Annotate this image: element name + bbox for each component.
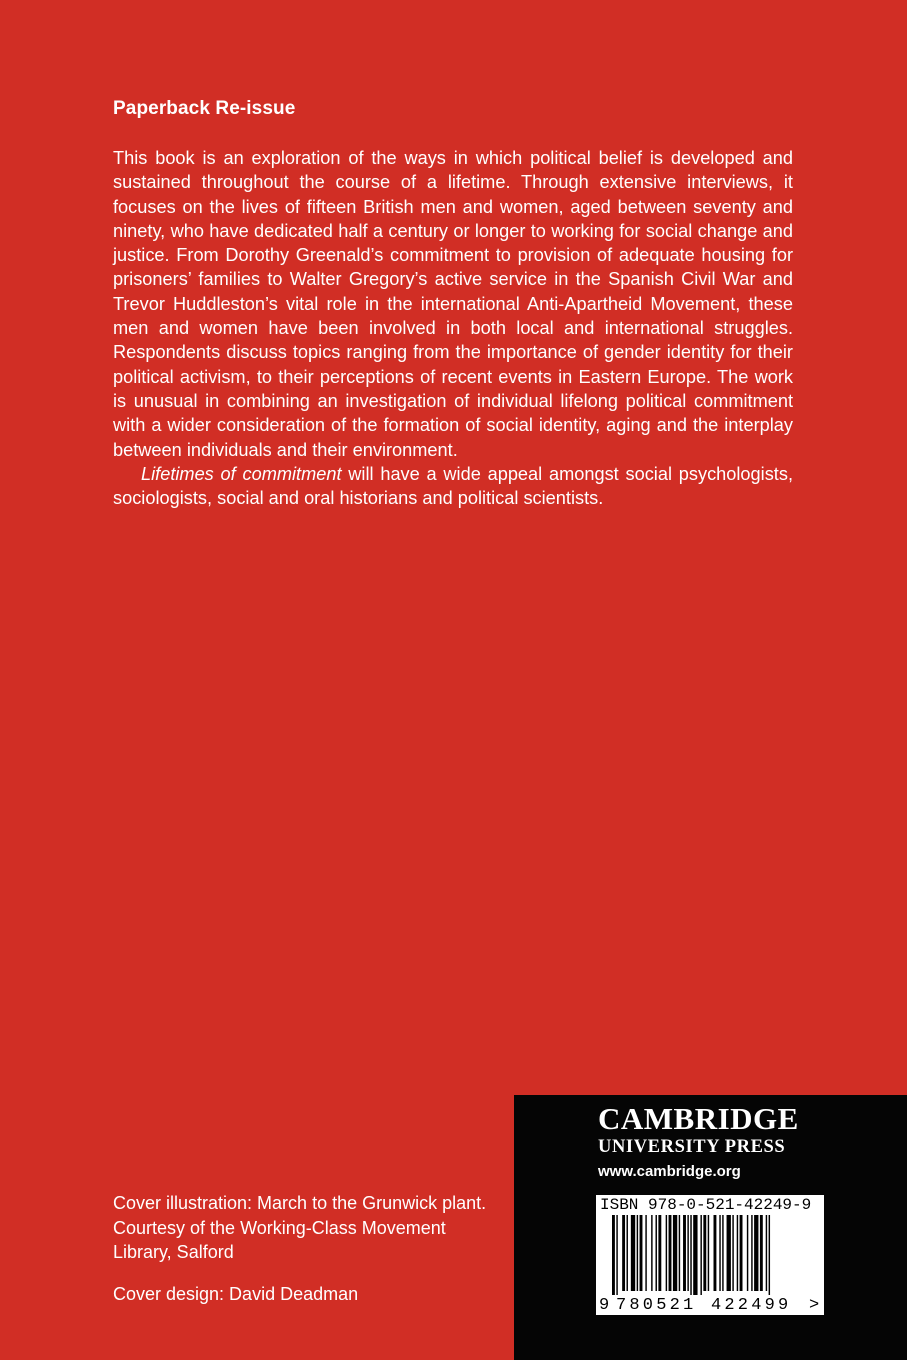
cover-credits [113, 1191, 503, 1306]
design-credit: Cover design: David Deadman [113, 1283, 359, 1304]
appeal-paragraph [113, 462, 793, 511]
publisher-block [514, 1095, 907, 1360]
barcode-bar [679, 1215, 680, 1291]
illustration-credit: Cover illustration: March to the Grunwick plant. Courtesy of the Working-Class Movement Library, Salford [113, 1193, 487, 1262]
barcode-bar [732, 1215, 733, 1291]
barcode-bar [700, 1215, 701, 1295]
barcode-bar [622, 1215, 625, 1291]
appeal-text: will have a wide appeal amongst social psychologists, sociologists, social and oral historians and political scientists. [113, 463, 793, 509]
book-description [113, 146, 793, 510]
barcode-bar [769, 1215, 770, 1295]
barcode-bar [727, 1215, 731, 1291]
barcode-bar [669, 1215, 672, 1291]
barcode-bar [616, 1215, 617, 1295]
book-title-italic: Lifetimes of commitment [141, 463, 342, 484]
barcode-bar [687, 1215, 688, 1291]
publisher-subtitle: UNIVERSITY PRESS [598, 1137, 786, 1157]
barcode-bar [722, 1215, 723, 1291]
barcode-bar [645, 1215, 646, 1291]
publisher-url: www.cambridge.org [598, 1163, 741, 1180]
barcode-digits-right: 422499 [711, 1296, 792, 1315]
barcode-quiet-mark: > [809, 1296, 820, 1315]
barcode-bar [754, 1215, 758, 1291]
barcode-bar [747, 1215, 748, 1291]
barcode-graphic [596, 1195, 824, 1315]
barcode-bar [666, 1215, 667, 1291]
barcode-bar [683, 1215, 686, 1291]
barcode-bar [631, 1215, 635, 1291]
barcode-bar [693, 1215, 697, 1295]
barcode-bar [656, 1215, 657, 1291]
publisher-name: CAMBRIDGE [598, 1101, 799, 1136]
barcode-bar [719, 1215, 720, 1291]
barcode-bar [690, 1215, 691, 1295]
barcode-bar [612, 1215, 615, 1295]
barcode-digit-lead: 9 [599, 1296, 610, 1315]
barcode-bars [612, 1215, 770, 1295]
barcode-bar [703, 1215, 706, 1291]
barcode-bar [740, 1215, 743, 1291]
barcode-bar [708, 1215, 709, 1291]
barcode-bar [640, 1215, 643, 1291]
description-paragraph: This book is an exploration of the ways in which political belief is developed and sustained throughout the course of a lifetime. Through extensive interviews, it focuses on the lives of fifteen British men and women, aged between seventy and ninety, who have dedicated half a century or longer to working for social change and justice. From Dorothy Greenald’s commitment to provision of adequate housing for prisoners’ families to Walter Gregory’s active service in the Spanish Civil War and Trevor Huddleston’s vital role in the international Anti-Apartheid Movement, these men and women have been involved in both local and international struggles. Respondents discuss topics ranging from the importance of gender identity for their political activism, to their perceptions of recent events in Eastern Europe. The work is unusual in combining an investigation of individual lifelong political commitment with a wider consideration of the formation of social identity, aging and the interplay between individuals and their environment. [113, 148, 793, 460]
barcode-bar [760, 1215, 763, 1291]
barcode-bar [714, 1215, 717, 1291]
barcode-bar [637, 1215, 638, 1291]
section-heading: Paperback Re-issue [113, 98, 296, 119]
barcode-bar [751, 1215, 752, 1291]
barcode-bar [658, 1215, 661, 1291]
barcode-bar [737, 1215, 738, 1291]
barcode-bar [627, 1215, 628, 1291]
barcode-bar [651, 1215, 652, 1291]
barcode-digits-left: 780521 [616, 1296, 697, 1315]
isbn-label: ISBN 978-0-521-42249-9 [600, 1196, 812, 1214]
barcode-panel [596, 1195, 824, 1315]
barcode-bar [766, 1215, 767, 1291]
barcode-bar [673, 1215, 677, 1291]
